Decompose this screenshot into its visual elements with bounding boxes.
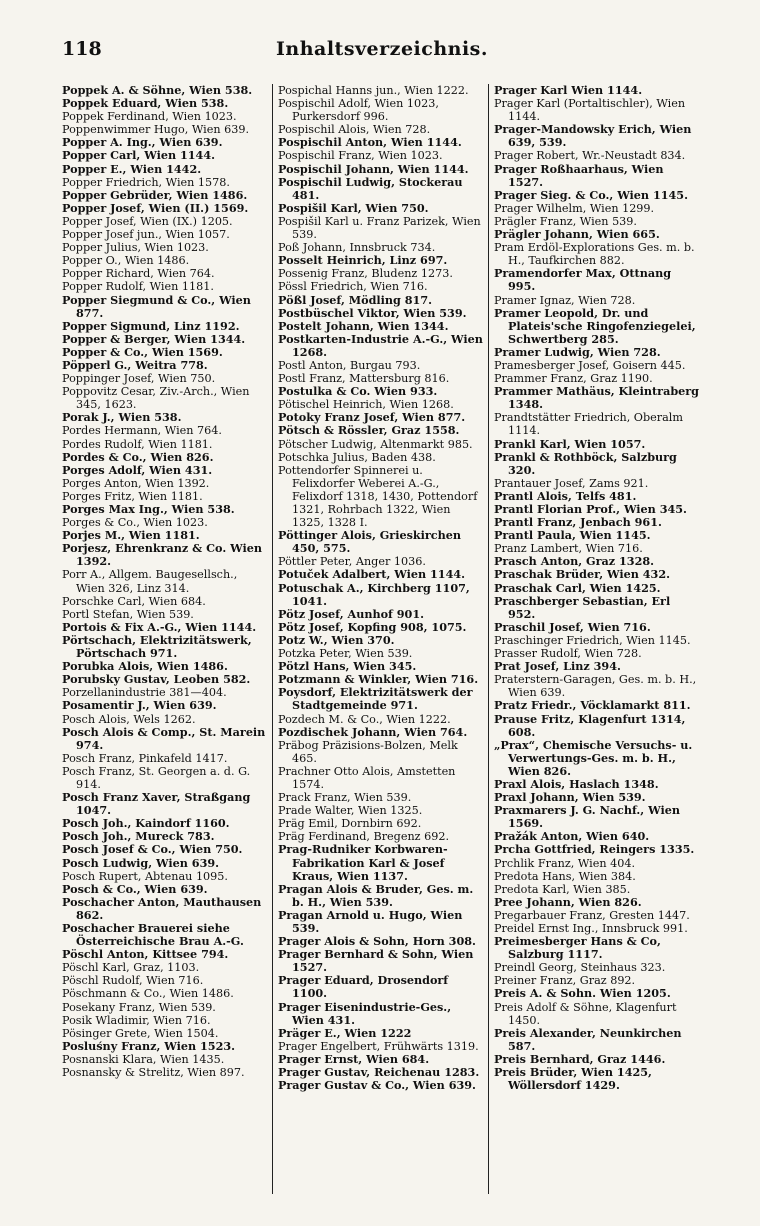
index-entry: Pree Johann, Wien 826.	[494, 894, 642, 909]
index-entry: Prankl & Rothböck, Salzburg 320.	[494, 449, 677, 477]
index-entry: Prager Karl Wien 1144.	[494, 83, 643, 97]
index-entry: Prager Sieg. & Co., Wien 1145.	[494, 187, 688, 202]
index-entry: Porges Anton, Wien 1392.	[62, 476, 210, 490]
index-entry: Posch Franz, St. Georgen a. d. G. 914.	[62, 764, 251, 791]
index-entry: Prager Gustav, Reichenau 1283.	[278, 1065, 480, 1080]
index-entry: Postl Anton, Burgau 793.	[278, 358, 421, 372]
index-entry: Porjesz, Ehrenkranz & Co. Wien 1392.	[62, 541, 262, 569]
index-entry: Popper Josef jun., Wien 1057.	[62, 228, 230, 242]
index-entry: Präger E., Wien 1222	[278, 1025, 412, 1040]
index-entry: Prager Gustav & Co., Wien 639.	[278, 1078, 476, 1093]
index-entry: Portl Stefan, Wien 539.	[62, 607, 194, 621]
index-entry: Pospischil Adolf, Wien 1023, Purkersdorf 996.	[278, 97, 439, 124]
index-entry: Prandtstätter Friedrich, Oberalm 1114.	[494, 411, 683, 438]
index-entry: Pottendorfer Spinnerei u. Felixdorfer Weberei A.-G., Felixdorf 1318, 1430, Pottendorf 1321, Rohrbach 1322, Wien 1325, 1328 I.	[278, 463, 478, 530]
index-entry: Pospischil Johann, Wien 1144.	[278, 161, 469, 176]
index-entry: Prat Josef, Linz 394.	[494, 659, 621, 674]
index-entry: Potuschak A., Kirchberg 1107, 1041.	[278, 580, 470, 608]
index-entry: Poppinger Josef, Wien 750.	[62, 372, 216, 386]
index-entry: Prcha Gottfried, Reingers 1335.	[494, 842, 695, 857]
index-entry: Praschberger Sebastian, Erl 952.	[494, 593, 671, 621]
index-entry: Posch Ludwig, Wien 639.	[62, 855, 220, 870]
page-title: Inhaltsverzeichnis.	[276, 38, 488, 60]
index-entry: Prager Alois & Sohn, Horn 308.	[278, 934, 476, 949]
index-entry: Potz W., Wien 370.	[278, 632, 395, 647]
index-entry: Praxl Johann, Wien 539.	[494, 790, 646, 805]
index-entry: Prager Eisenindustrie-Ges., Wien 431.	[278, 999, 452, 1027]
index-entry: Prager Ernst, Wien 684.	[278, 1051, 430, 1066]
index-entry: Prager Wilhelm, Wien 1299.	[494, 201, 655, 215]
index-entry: Popper Friedrich, Wien 1578.	[62, 175, 230, 189]
index-entry: Prager-Mandowsky Erich, Wien 639, 539.	[494, 122, 692, 150]
index-entry: Preidel Ernst Ing., Innsbruck 991.	[494, 922, 688, 935]
index-entry: Pordes & Co., Wien 826.	[62, 449, 214, 464]
index-entry: Porzellanindustrie 381—404.	[62, 686, 227, 700]
index-entry: Präbog Präzisions-Bolzen, Melk 465.	[278, 738, 458, 765]
index-entry: Pospischil Alois, Wien 728.	[278, 123, 431, 137]
index-entry: Posselt Heinrich, Linz 697.	[278, 253, 448, 268]
index-entry: Popper E., Wien 1442.	[62, 161, 202, 176]
index-entry: Popper Rudolf, Wien 1181.	[62, 280, 214, 294]
index-entry: Popper & Berger, Wien 1344.	[62, 331, 246, 346]
index-entry: Postkarten-Industrie A.-G., Wien 1268.	[278, 331, 483, 359]
index-entry: Popper A. Ing., Wien 639.	[62, 135, 223, 150]
index-entry: Pregarbauer Franz, Gresten 1447.	[494, 908, 690, 922]
index-entry: Postulka & Co. Wien 933.	[278, 384, 438, 399]
index-entry: Pramer Ignaz, Wien 728.	[494, 293, 636, 307]
index-entry: Pospichal Hanns jun., Wien 1222.	[278, 84, 469, 97]
index-entry: Prachner Otto Alois, Amstetten 1574.	[278, 764, 456, 791]
index-entry: Poppovitz Cesar, Ziv.-Arch., Wien 345, 1623.	[62, 385, 250, 412]
index-entry: Pötz Josef, Aunhof 901.	[278, 606, 425, 621]
index-entry: Prantl Paula, Wien 1145.	[494, 528, 651, 543]
index-entry: Preimesberger Hans & Co, Salzburg 1117.	[494, 934, 661, 962]
index-entry: Pötz Josef, Kopfing 908, 1075.	[278, 619, 467, 634]
index-entry: Prankl Karl, Wien 1057.	[494, 436, 646, 451]
index-entry: Potschka Julius, Baden 438.	[278, 450, 436, 464]
index-entry: Popper O., Wien 1486.	[62, 254, 190, 268]
index-entry: Poppenwimmer Hugo, Wien 639.	[62, 123, 249, 137]
index-entry: Porges & Co., Wien 1023.	[62, 516, 208, 530]
index-entry: Porjes M., Wien 1181.	[62, 528, 200, 543]
index-entry: Pötscher Ludwig, Altenmarkt 985.	[278, 437, 473, 451]
index-entry: Poppek A. & Söhne, Wien 538.	[62, 83, 253, 97]
index-entry: Posch & Co., Wien 639.	[62, 881, 208, 896]
index-entry: Präg Ferdinand, Bregenz 692.	[278, 830, 450, 844]
index-entry: Praterstern-Garagen, Ges. m. b. H., Wien 639.	[494, 673, 697, 700]
index-entry: Praschinger Friedrich, Wien 1145.	[494, 633, 691, 647]
index-column-3	[494, 84, 700, 1194]
index-entry: Pöschl Rudolf, Wien 716.	[62, 974, 204, 988]
index-entry: Porak J., Wien 538.	[62, 410, 182, 425]
index-entry: Popper Sigmund, Linz 1192.	[62, 318, 240, 333]
index-entry: Portois & Fix A.-G., Wien 1144.	[62, 619, 257, 634]
index-entry: Pöschl Anton, Kittsee 794.	[62, 947, 229, 962]
index-entry: Posch Joh., Mureck 783.	[62, 829, 215, 844]
index-entry: Popper Josef, Wien (II.) 1569.	[62, 200, 249, 215]
index-entry: Pötzl Hans, Wien 345.	[278, 659, 417, 674]
index-entry: Pramer Leopold, Dr. und Plateis'sche Ringofenziegelei, Schwertberg 285.	[494, 305, 696, 346]
index-entry: Prack Franz, Wien 539.	[278, 791, 412, 805]
index-entry: Prasch Anton, Graz 1328.	[494, 554, 655, 569]
index-entry: Pragan Alois & Bruder, Ges. m. b. H., Wien 539.	[278, 881, 474, 909]
index-entry: Pörtschach, Elektrizitätswerk, Pörtschach 971.	[62, 632, 252, 661]
index-entry: Praschak Brüder, Wien 432.	[494, 567, 670, 582]
index-entry: Pranz Lambert, Wien 716.	[494, 542, 643, 556]
index-entry: Pramendorfer Max, Ottnang 995.	[494, 266, 672, 294]
index-entry: Praxl Alois, Haslach 1348.	[494, 776, 659, 791]
index-entry: Porr A., Allgem. Baugesellsch., Wien 326, Linz 314.	[62, 568, 238, 595]
index-entry: Preis A. & Sohn. Wien 1205.	[494, 986, 671, 1001]
index-entry: Popper Josef, Wien (IX.) 1205.	[62, 214, 233, 228]
index-entry: Praxmarers J. G. Nachf., Wien 1569.	[494, 803, 680, 831]
index-entry: Potzka Peter, Wien 539.	[278, 647, 413, 661]
index-entry: Pozdech M. & Co., Wien 1222.	[278, 712, 451, 726]
index-entry: Posch Rupert, Abtenau 1095.	[62, 869, 228, 883]
index-entry: Preiner Franz, Graz 892.	[494, 974, 636, 988]
index-entry: Poppek Ferdinand, Wien 1023.	[62, 110, 237, 124]
index-entry: Pospischil Franz, Wien 1023.	[278, 149, 443, 163]
index-entry: Pötsch & Rössler, Graz 1558.	[278, 423, 460, 438]
index-entry: Pößl Josef, Mödling 817.	[278, 292, 433, 307]
index-entry: Prager Eduard, Drosendorf 1100.	[278, 973, 449, 1001]
index-entry: Prager Bernhard & Sohn, Wien 1527.	[278, 947, 474, 975]
index-entry: Posnanski Klara, Wien 1435.	[62, 1052, 225, 1066]
index-entry: Popper Julius, Wien 1023.	[62, 241, 209, 255]
index-entry: Preis Adolf & Söhne, Klagenfurt 1450.	[494, 1000, 677, 1027]
index-column-2	[278, 84, 484, 1194]
index-entry: Pospischil Anton, Wien 1144.	[278, 135, 462, 150]
index-entry: Praschak Carl, Wien 1425.	[494, 580, 661, 595]
index-entry: Posnansky & Strelitz, Wien 897.	[62, 1066, 245, 1080]
index-entry: Porubsky Gustav, Leoben 582.	[62, 672, 251, 687]
page-header	[62, 36, 702, 64]
index-entry: Pramer Ludwig, Wien 728.	[494, 344, 661, 359]
index-entry: Poschacher Brauerei siehe Österreichische Brau A.-G.	[62, 921, 244, 949]
index-entry: Preis Bernhard, Graz 1446.	[494, 1051, 666, 1066]
index-entry: Prager Robert, Wr.-Neustadt 834.	[494, 149, 686, 163]
index-entry: Porschke Carl, Wien 684.	[62, 594, 206, 608]
index-entry: Porubka Alois, Wien 1486.	[62, 659, 228, 674]
index-entry: Prchlik Franz, Wien 404.	[494, 856, 636, 870]
index-entry: Porges Fritz, Wien 1181.	[62, 489, 203, 503]
index-entry: Poysdorf, Elektrizitätswerk der Stadtgemeinde 971.	[278, 685, 473, 713]
index-entry: Popper & Co., Wien 1569.	[62, 344, 223, 359]
index-entry: Postbüschel Viktor, Wien 539.	[278, 305, 467, 320]
index-entry: Pozdischek Johann, Wien 764.	[278, 724, 468, 739]
index-entry: Poß Johann, Innsbruck 734.	[278, 241, 436, 255]
index-entry: Präg Emil, Dornbirn 692.	[278, 817, 422, 831]
index-entry: Posch Alois, Wels 1262.	[62, 712, 196, 726]
index-entry: Prantl Alois, Telfs 481.	[494, 488, 637, 503]
index-entry: Potuček Adalbert, Wien 1144.	[278, 567, 466, 582]
index-entry: Prantl Florian Prof., Wien 345.	[494, 502, 687, 516]
index-entry: Preindl Georg, Steinhaus 323.	[494, 961, 666, 975]
index-entry: Prag-Rudniker Korbwaren-Fabrikation Karl & Josef Kraus, Wien 1137.	[278, 842, 448, 883]
index-entry: Preis Brüder, Wien 1425, Wöllersdorf 1429.	[494, 1065, 652, 1093]
index-entry: Praschil Josef, Wien 716.	[494, 619, 651, 634]
index-entry: Posekany Franz, Wien 539.	[62, 1000, 216, 1014]
index-entry: Pöschl Karl, Graz, 1103.	[62, 961, 200, 975]
index-entry: „Prax“, Chemische Versuchs- u. Verwertungs-Ges. m. b. H., Wien 826.	[494, 737, 693, 778]
index-entry: Prammer Franz, Graz 1190.	[494, 372, 653, 386]
index-entry: Prasser Rudolf, Wien 728.	[494, 647, 642, 661]
index-entry: Popper Carl, Wien 1144.	[62, 148, 216, 163]
index-entry: Poschacher Anton, Mauthausen 862.	[62, 894, 262, 922]
index-columns	[62, 84, 702, 1194]
index-entry: Porges Adolf, Wien 431.	[62, 462, 213, 477]
index-entry: Pragan Arnold u. Hugo, Wien 539.	[278, 907, 463, 935]
column-divider	[488, 84, 489, 1194]
index-entry: Prantl Franz, Jenbach 961.	[494, 515, 662, 530]
index-entry: Prager Karl (Portaltischler), Wien 1144.	[494, 97, 686, 124]
index-entry: Prammer Mathäus, Kleintraberg 1348.	[494, 384, 699, 412]
index-entry: Pöttler Peter, Anger 1036.	[278, 555, 426, 569]
index-entry: Prade Walter, Wien 1325.	[278, 804, 423, 818]
index-entry: Pöpperl G., Weitra 778.	[62, 357, 208, 372]
index-entry: Pram Erdöl-Explorations Ges. m. b. H., Taufkirchen 882.	[494, 241, 695, 268]
index-entry: Prantauer Josef, Zams 921.	[494, 476, 649, 490]
index-entry: Posch Joh., Kaindorf 1160.	[62, 816, 230, 831]
index-entry: Possenig Franz, Bludenz 1273.	[278, 267, 453, 281]
index-entry: Pospišil Karl, Wien 750.	[278, 200, 429, 215]
column-divider	[272, 84, 273, 1194]
index-entry: Prager Roßhaarhaus, Wien 1527.	[494, 161, 664, 189]
index-entry: Pospišil Karl u. Franz Parizek, Wien 539.	[278, 214, 481, 242]
index-entry: Posch Franz, Pinkafeld 1417.	[62, 751, 228, 765]
index-entry: Pražák Anton, Wien 640.	[494, 829, 650, 844]
index-entry: Pöschmann & Co., Wien 1486.	[62, 987, 234, 1001]
index-entry: Potzmann & Winkler, Wien 716.	[278, 672, 479, 687]
index-entry: Popper Siegmund & Co., Wien 877.	[62, 292, 251, 320]
index-column-1	[62, 84, 268, 1194]
index-entry: Posch Josef & Co., Wien 750.	[62, 842, 243, 857]
index-entry: Postelt Johann, Wien 1344.	[278, 318, 449, 333]
index-entry: Prägler Franz, Wien 539.	[494, 214, 637, 228]
index-entry: Porges Max Ing., Wien 538.	[62, 502, 235, 516]
index-entry: Preis Alexander, Neunkirchen 587.	[494, 1025, 682, 1053]
index-entry: Posik Wladimir, Wien 716.	[62, 1013, 211, 1027]
index-entry: Prause Fritz, Klagenfurt 1314, 608.	[494, 711, 686, 739]
index-entry: Pöttinger Alois, Grieskirchen 450, 575.	[278, 528, 461, 556]
index-entry: Posluśny Franz, Wien 1523.	[62, 1038, 236, 1053]
index-entry: Potoky Franz Josef, Wien 877.	[278, 410, 466, 425]
index-entry: Pratz Friedr., Vöcklamarkt 811.	[494, 698, 691, 713]
index-entry: Pötischel Heinrich, Wien 1268.	[278, 398, 454, 412]
index-entry: Pösinger Grete, Wien 1504.	[62, 1026, 219, 1040]
index-entry: Popper Gebrüder, Wien 1486.	[62, 187, 248, 202]
index-entry: Pospischil Ludwig, Stockerau 481.	[278, 174, 463, 202]
index-entry: Predota Karl, Wien 385.	[494, 882, 631, 896]
index-entry: Predota Hans, Wien 384.	[494, 869, 636, 883]
page-number: 118	[62, 38, 102, 60]
index-entry: Posch Alois & Comp., St. Marein 974.	[62, 724, 266, 752]
index-entry: Pössl Friedrich, Wien 716.	[278, 280, 428, 294]
index-entry: Prägler Johann, Wien 665.	[494, 227, 660, 242]
index-entry: Postl Franz, Mattersburg 816.	[278, 372, 450, 386]
index-entry: Posamentir J., Wien 639.	[62, 698, 217, 713]
index-entry: Posch Franz Xaver, Straßgang 1047.	[62, 790, 251, 818]
index-entry: Popper Richard, Wien 764.	[62, 267, 215, 281]
index-entry: Poppek Eduard, Wien 538.	[62, 96, 229, 111]
index-entry: Prager Engelbert, Frühwärts 1319.	[278, 1039, 479, 1053]
index-entry: Pramesberger Josef, Goisern 445.	[494, 358, 686, 372]
index-entry: Pordes Hermann, Wien 764.	[62, 424, 222, 438]
index-entry: Pordes Rudolf, Wien 1181.	[62, 437, 213, 451]
